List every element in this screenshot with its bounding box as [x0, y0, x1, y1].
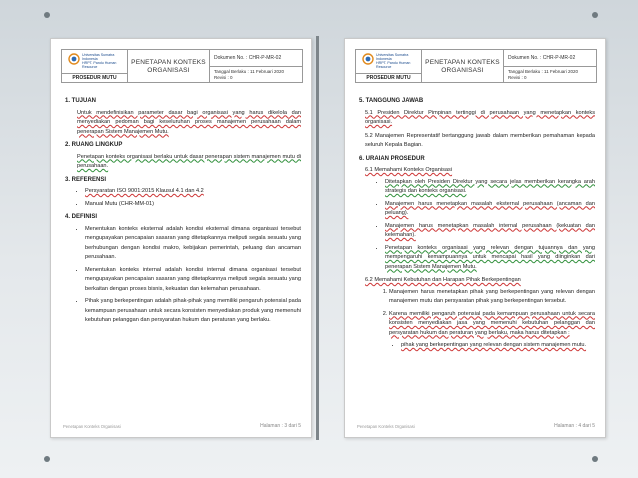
- corner-dot: [592, 456, 598, 462]
- responsibility-item: 5.1 Presiden Direktur Pimpinan tertinggi di perusahaan yang menetapkan konteks organisasi.: [365, 109, 595, 125]
- list-item: • Penetapan konteks organisasi yang relevan dengan tujuannya dan yang mempengaruhi kemampuannya untuk mencapai hasil yang diinginkan dari penerapan Sistem Manajemen Mutu.: [385, 244, 595, 273]
- list-item: • Persyaratan ISO 9001:2015 Klausul 4.1 dan 4.2: [85, 187, 301, 197]
- list-item: • Menentukan konteks eksternal adalah kondisi eksternal dimana organisasi tersebut mengupayakan pencapaian sasaran yang ditetapkannya meliputi segala sesuatu yang berhubungan dengan kondisi makro, kebijakan pemerintah, peluang dan ancaman perusahaan.: [85, 225, 301, 263]
- document-number: Dokumen No. : CHR-P-MR-02: [504, 50, 597, 67]
- procedure-label: PROSEDUR MUTU: [356, 74, 422, 83]
- responsibility-item: 5.2 Manajemen Representatif bertanggung jawab dalam memberikan pemahaman kepada seluruh Kepala Bagian.: [365, 132, 595, 148]
- section-title-tanggung-jawab: 5. TANGGUNG JAWAB: [359, 98, 424, 104]
- logo-text: Universitas Sumatra Indonesia HRPT. Pandu Human Resource: [82, 53, 117, 69]
- konteks-list: [385, 178, 595, 273]
- effective-date: Tanggal Berlaku : 11 Februari 2020 Revisi : 0: [508, 69, 578, 80]
- effective-date: Tanggal Berlaku : 11 Februari 2020 Revisi : 0: [214, 69, 284, 80]
- list-item: • Pihak yang berkepentingan adalah pihak-pihak yang memiliki pengaruh potensial pada kemampuan perusahaan untuk secara konsisten menyediakan produk yang memenuhi kebutuhan pelanggan dan persyaratan hukum dan peraturan yang berlaku.: [85, 297, 301, 326]
- footer-title: Penetapan Konteks Organisasi: [63, 424, 121, 429]
- procedure-label: PROSEDUR MUTU: [62, 74, 128, 83]
- list-item: • Manajemen harus menetapkan masalah eksternal perusahaan (ancaman dan peluang).: [385, 200, 595, 219]
- document-page-3: [50, 38, 312, 438]
- list-item: • Manual Mutu (CHR-MM-01): [85, 200, 301, 210]
- document-title: PENETAPAN KONTEKS ORGANISASI: [128, 50, 210, 83]
- subsection-title: 6.2 Memahami Kebutuhan dan Harapan Pihak Berkepentingan: [365, 277, 521, 283]
- document-header: [61, 49, 303, 83]
- page-body: [359, 93, 595, 355]
- page-footer: [63, 424, 301, 429]
- section-title-uraian-prosedur: 6. URAIAN PROSEDUR: [359, 155, 425, 162]
- section-title-tujuan: 1. TUJUAN: [65, 98, 97, 104]
- page-number: Halaman : 3 dari 5: [260, 423, 301, 429]
- list-item: • Ditetapkan oleh Presiden Direktur yang secara jelas memberikan kerangka arah strategis dan konteks organisasi.: [385, 178, 595, 197]
- page-divider: [316, 36, 319, 440]
- section-text-tujuan: Untuk mendefinisikan parameter dasar bagi organisasi yang harus dikelola dan menyediakan pedoman bagi keseluruhan proses manajemen perusahaan dalam penerapan Sistem Manajemen Mutu.: [77, 109, 301, 135]
- corner-dot: [44, 456, 50, 462]
- logo-text: Universitas Sumatra Indonesia HRPT. Pandu Human Resource: [376, 53, 411, 69]
- section-title-ruang-lingkup: 2. RUANG LINGKUP: [65, 142, 123, 148]
- logo-box: [62, 50, 128, 74]
- document-header: [355, 49, 597, 83]
- logo-box: [356, 50, 422, 74]
- list-item: • pihak yang berkepentingan yang relevan dengan sistem manajemen mutu.: [401, 341, 595, 351]
- section-title-definisi: 4. DEFINISI: [65, 214, 98, 220]
- sub-bullet-list: [401, 341, 595, 351]
- section-text-ruang-lingkup: Penetapan konteks organisasi berlaku untuk dasar penerapan sistem manajemen mutu di perusahaan.: [77, 153, 301, 169]
- page-footer: [357, 424, 595, 429]
- page-number: Halaman : 4 dari 5: [554, 423, 595, 429]
- list-item: 2. Karena memiliki pengaruh potensial pada kemampuan perusahaan untuk secara konsisten menyediakan jasa yang memenuhi kebutuhan pelanggan dan persyaratan hukum dan peraturan yang berlaku, maka harus ditetapkan :: [389, 310, 595, 339]
- kebutuhan-list: [389, 288, 595, 339]
- list-item: • Manajemen harus menetapkan masalah internal perusahaan (kekuatan dan kelemahan).: [385, 222, 595, 241]
- definisi-list: [85, 225, 301, 326]
- page-body: [65, 93, 301, 330]
- list-item: • Menentukan konteks internal adalah kondisi internal dimana organisasi tersebut mengupayakan pencapaian sasaran yang ditetapkannya meliputi segala sesuatu yang berkaitan dengan proses bisnis, kekuatan dan kelemahan perusahaan.: [85, 266, 301, 295]
- referensi-list: [85, 187, 301, 209]
- section-title-referensi: 3. REFERENSI: [65, 176, 107, 183]
- document-number: Dokumen No. : CHR-P-MR-02: [210, 50, 303, 67]
- list-item: 1. Manajemen harus menetapkan pihak yang berkepentingan yang relevan dengan manajemen mutu dan persyaratan pihak yang berkepentingan tersebut.: [389, 288, 595, 307]
- corner-dot: [44, 12, 50, 18]
- subsection-title: 6.1 Memahami Konteks Organisasi: [365, 167, 453, 173]
- footer-title: Penetapan Konteks Organisasi: [357, 424, 415, 429]
- document-page-4: [344, 38, 606, 438]
- university-logo-icon: [68, 53, 80, 65]
- document-title: PENETAPAN KONTEKS ORGANISASI: [422, 50, 504, 83]
- corner-dot: [592, 12, 598, 18]
- university-logo-icon: [362, 53, 374, 65]
